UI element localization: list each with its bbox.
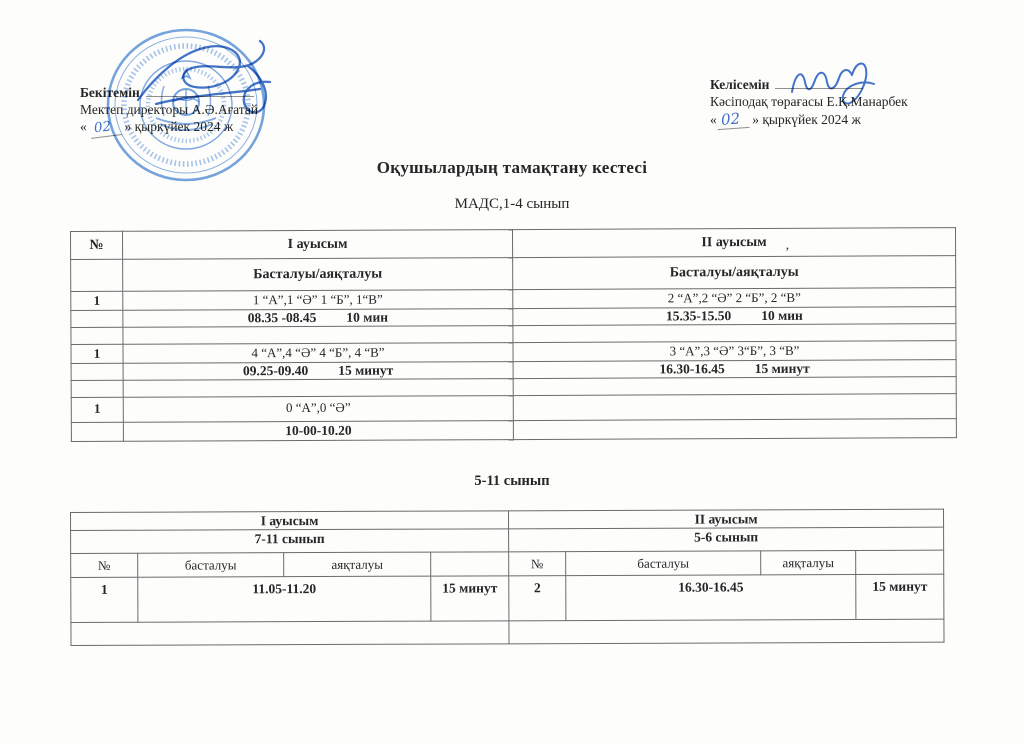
time-range: 09.25-09.40: [242, 362, 309, 379]
handwritten-date-left: 02: [89, 117, 122, 138]
date-close-text: » қыркүйек 2024 ж: [124, 119, 234, 134]
t2-right-end-header: аяқталуы: [761, 550, 856, 574]
t1-col-num-header: №: [71, 231, 123, 259]
t1-spacer-cell: [71, 327, 123, 344]
t2-right-shift-header: II ауысым: [509, 509, 944, 529]
date-close-text: » қыркүйек 2024 ж: [752, 112, 861, 127]
t2-data-row: [71, 574, 944, 622]
t1-row2-shift1-time: [123, 362, 513, 381]
t1-row2-num: 1: [71, 344, 123, 363]
t2-right-dur-header: [856, 550, 944, 574]
t1-spacer-cell: [71, 380, 123, 397]
approval-right-title: Келісемін: [710, 77, 770, 92]
t1-row1-shift1-time: [123, 309, 513, 328]
t2-right-row-time: 16.30-16.45: [566, 574, 856, 620]
t1-row3-time-empty: [71, 422, 123, 441]
t2-left-end-header: аяқталуы: [284, 552, 431, 577]
t1-row3-shift2-classes: [513, 394, 956, 421]
t1-subheader-row: [71, 256, 956, 292]
meal-schedule-table-grades-5-11: [70, 509, 945, 646]
t2-classes-row: [71, 527, 944, 553]
t1-subheader-empty: [71, 259, 123, 291]
time-range: 16.30-16.45: [659, 361, 725, 377]
t1-row2-time-empty: [71, 363, 123, 380]
t1-row3-time: [71, 419, 956, 442]
t2-right-row-num: 2: [509, 576, 566, 621]
t2-left-row-duration: 15 минут: [431, 576, 509, 621]
t2-left-row-time: 11.05-11.20: [138, 576, 431, 622]
t1-shift2-subheader: Басталуы/аяқталуы: [513, 256, 956, 290]
duration: 15 минут: [754, 360, 810, 377]
handwritten-date-right: 02: [716, 110, 749, 130]
t1-row1-shift2-classes: 2 “А”,2 “Ә” 2 “Б”, 2 “В”: [513, 288, 956, 309]
t1-spacer-cell: [513, 324, 956, 343]
duration: 10 мин: [346, 309, 389, 325]
section2-title: 5-11 сынып: [474, 473, 550, 489]
stray-scan-mark: ‚: [785, 238, 790, 253]
date-open-quote: «: [710, 112, 717, 127]
t1-row1-num: 1: [71, 291, 123, 310]
t1-row3-shift1-classes: 0 “А”,0 “Ә”: [123, 396, 513, 423]
duration: 10 мин: [761, 307, 803, 323]
document-subtitle: МАДС,1-4 сынып: [454, 196, 570, 212]
t1-row3-classes: [71, 394, 956, 423]
approval-left-title: Бекітемін: [80, 85, 140, 100]
t1-row3-shift2-time: [513, 419, 956, 440]
t1-row3-num: 1: [71, 397, 123, 422]
t2-left-empty-cell: [71, 621, 509, 646]
time-range: 15.35-15.50: [665, 308, 732, 324]
t2-left-start-header: басталуы: [138, 553, 284, 578]
t2-left-num-header: №: [71, 553, 138, 577]
meal-schedule-table-grades-1-4: [70, 227, 957, 442]
t2-left-shift-header: I ауысым: [71, 511, 509, 531]
director-signature-icon: [128, 36, 288, 122]
approval-right-role: Кәсіподақ төрағасы Е.Қ.Манарбек: [710, 93, 908, 109]
t2-left-classes-header: 7-11 сынып: [71, 529, 509, 554]
t1-shift2-header: II ауысым: [512, 228, 955, 258]
time-range: 10-00-10.20: [285, 422, 352, 439]
t1-row1-time-empty: [71, 310, 123, 327]
t2-left-dur-header: [431, 552, 509, 576]
t2-right-empty-cell: [509, 619, 944, 644]
t1-spacer-cell: [513, 377, 956, 396]
t1-spacer-cell: [123, 379, 513, 398]
t2-right-num-header: №: [509, 552, 566, 576]
t2-right-classes-header: 5-6 сынып: [509, 527, 944, 552]
document-title: Оқушылардың тамақтану кестесі: [376, 158, 648, 177]
t2-left-row-num: 1: [71, 577, 138, 622]
approval-left-role: Мектеп директоры А.Ә.Ағатай: [80, 101, 259, 117]
t1-shift1-header: I ауысым: [123, 230, 513, 260]
t1-row2-shift2-time: [513, 360, 956, 379]
t1-header-row: [71, 228, 956, 260]
t2-column-header-row: [71, 550, 944, 577]
t1-row1-shift2-time: [513, 307, 956, 326]
t2-right-row-duration: 15 минут: [856, 574, 944, 619]
t1-row2-shift2-classes: 3 “А”,3 “Ә” 3“Б”, 3 “В”: [513, 341, 956, 362]
t2-right-start-header: басталуы: [566, 551, 761, 576]
t1-row2-shift1-classes: 4 “А”,4 “Ә” 4 “Б”, 4 “В”: [123, 343, 513, 364]
t1-row3-shift1-time: [123, 421, 513, 442]
chairman-signature-icon: [786, 54, 886, 108]
t1-spacer-cell: [123, 326, 513, 345]
date-open-quote: «: [80, 119, 87, 134]
duration: 15 минут: [338, 362, 394, 378]
t2-empty-row: [71, 619, 944, 645]
approval-right-date: [710, 111, 1000, 129]
t1-shift1-subheader: Басталуы/аяқталуы: [123, 258, 513, 292]
time-range: 08.35 -08.45: [247, 309, 317, 326]
t1-row1-shift1-classes: 1 “А”,1 “Ә” 1 “Б”, 1“В”: [123, 290, 513, 311]
